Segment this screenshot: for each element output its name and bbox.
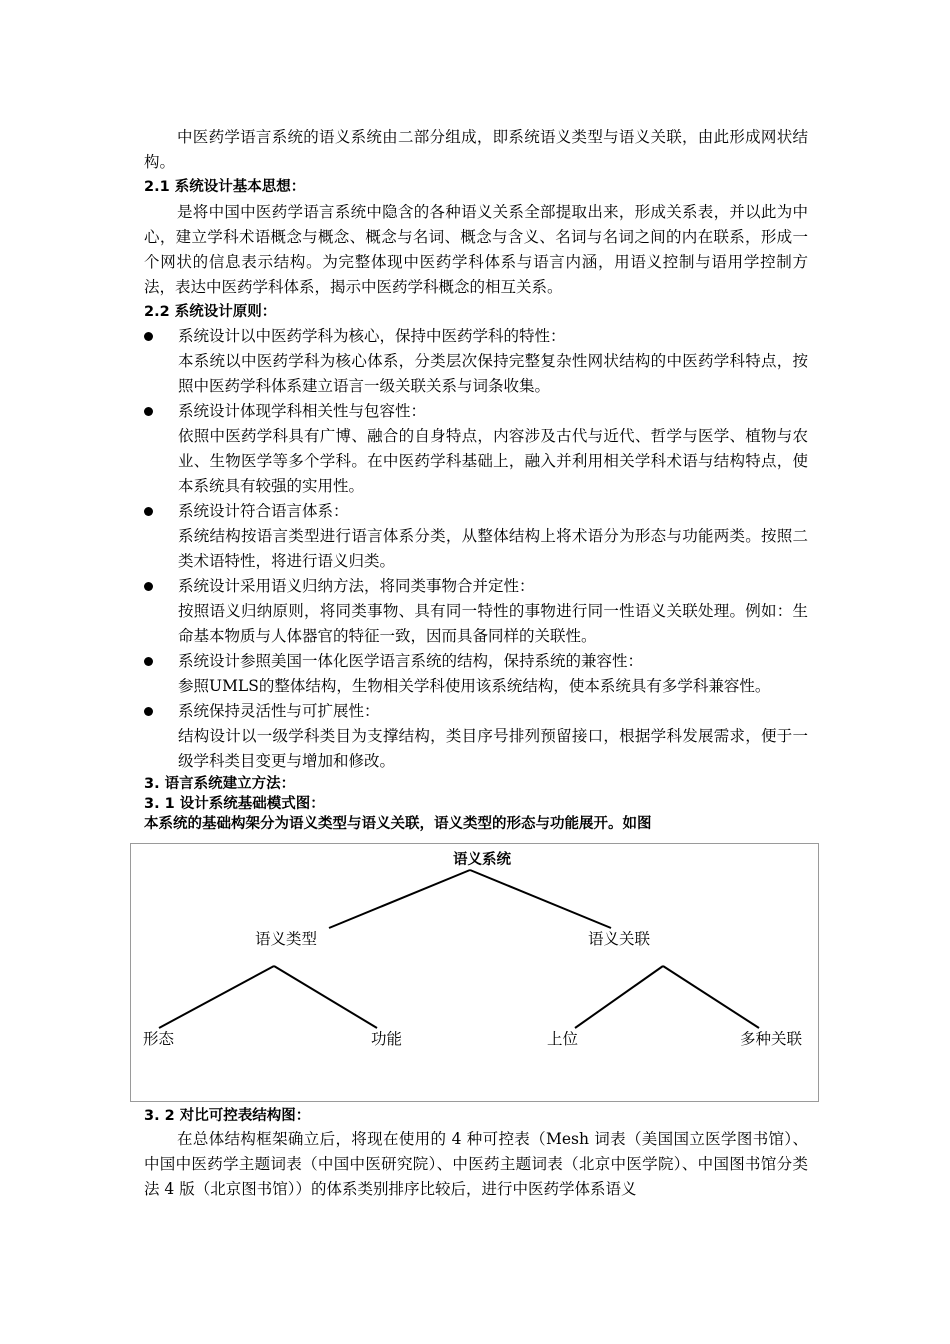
- principle-body: 依照中医药学科具有广博、融合的自身特点，内容涉及古代与近代、哲学与医学、植物与农业、生物医学等多个学科。在中医药学科基础上，融入并利用相关学科术语与结构特点，使本系统具有较强的实用性。: [178, 427, 808, 495]
- bullet-icon: [144, 657, 153, 666]
- edge-root-right: [470, 870, 611, 928]
- section-2-1-heading: 2.1 系统设计基本思想：: [144, 179, 306, 195]
- bullet-icon: [144, 507, 153, 516]
- principle-title: 系统设计参照美国一体化医学语言系统的结构，保持系统的兼容性：: [178, 652, 644, 670]
- principle-title: 系统设计体现学科相关性与包容性：: [178, 402, 427, 420]
- principle-body: 参照UMLS的整体结构，生物相关学科使用该系统结构，使本系统具有多学科兼容性。: [178, 677, 771, 695]
- bullet-icon: [144, 707, 153, 716]
- node-semantic-relation: 语义关联: [588, 930, 651, 948]
- principle-body: 结构设计以一级学科类目为支撑结构，类目序号排列预留接口，根据学科发展需求，便于一级学科类目变更与增加和修改。: [178, 727, 808, 770]
- edge-right-multi: [663, 966, 759, 1028]
- principle-title: 系统设计以中医药学科为核心，保持中医药学科的特性：: [178, 327, 566, 345]
- bullet-icon: [144, 332, 153, 341]
- diagram-lines: [131, 844, 820, 1103]
- node-root: 语义系统: [453, 852, 511, 868]
- section-2-2-heading: 2.2 系统设计原则：: [144, 304, 277, 320]
- bullet-icon: [144, 407, 153, 416]
- semantic-system-diagram: [130, 843, 819, 1102]
- node-function: 功能: [371, 1030, 403, 1048]
- section-2-1-paragraph: 是将中国中医药学语言系统中隐含的各种语义关系全部提取出来，形成关系表，并以此为中心，建立学科术语概念与概念、概念与名词、概念与含义、名词与名词之间的内在联系，形成一个网状的信息表示结构。为完整体现中医药学科体系与语言内涵，用语义控制与语用学控制方法，表达中医药学科体系，揭示中医药学科概念的相互关系。: [144, 203, 808, 296]
- intro-paragraph: 中医药学语言系统的语义系统由二部分组成，即系统语义类型与语义关联，由此形成网状结构。: [144, 128, 808, 171]
- node-semantic-type: 语义类型: [255, 930, 318, 948]
- node-form: 形态: [143, 1030, 175, 1048]
- section-3-1-heading: 3. 1 设计系统基础模式图：: [144, 796, 325, 812]
- principle-body: 按照语义归纳原则，将同类事物、具有同一特性的事物进行同一性语义关联处理。例如：生命基本物质与人体器官的特征一致，因而具备同样的关联性。: [178, 602, 808, 645]
- section-3-heading: 3. 语言系统建立方法：: [144, 776, 296, 792]
- principle-title: 系统设计符合语言体系：: [178, 502, 349, 520]
- diagram-description: 本系统的基础构架分为语义类型与语义关联，语义类型的形态与功能展开。如图: [144, 816, 652, 832]
- edge-root-left: [329, 870, 470, 928]
- section-3-2-heading: 3. 2 对比可控表结构图：: [144, 1108, 311, 1124]
- section-3-2-paragraph: 在总体结构框架确立后，将现在使用的 4 种可控表（Mesh 词表（美国国立医学图书馆）、中国中医药学主题词表（中国中医研究院）、中医药主题词表（北京中医学院）、中国图书馆分类法 4 版（北京图书馆））的体系类别排序比较后，进行中医药学体系语义: [144, 1130, 808, 1198]
- principle-title: 系统保持灵活性与可扩展性：: [178, 702, 380, 720]
- node-multiple-relations: 多种关联: [740, 1030, 803, 1048]
- principle-title: 系统设计采用语义归纳方法，将同类事物合并定性：: [178, 577, 535, 595]
- bullet-icon: [144, 582, 153, 591]
- edge-left-form: [159, 966, 274, 1028]
- principle-body: 本系统以中医药学科为核心体系，分类层次保持完整复杂性网状结构的中医药学科特点，按照中医药学科体系建立语言一级关联关系与词条收集。: [178, 352, 808, 395]
- edge-left-function: [274, 966, 377, 1028]
- node-superior: 上位: [547, 1030, 579, 1048]
- principle-body: 系统结构按语言类型进行语言体系分类，从整体结构上将术语分为形态与功能两类。按照二类术语特性，将进行语义归类。: [178, 527, 808, 570]
- edge-right-superior: [575, 966, 663, 1028]
